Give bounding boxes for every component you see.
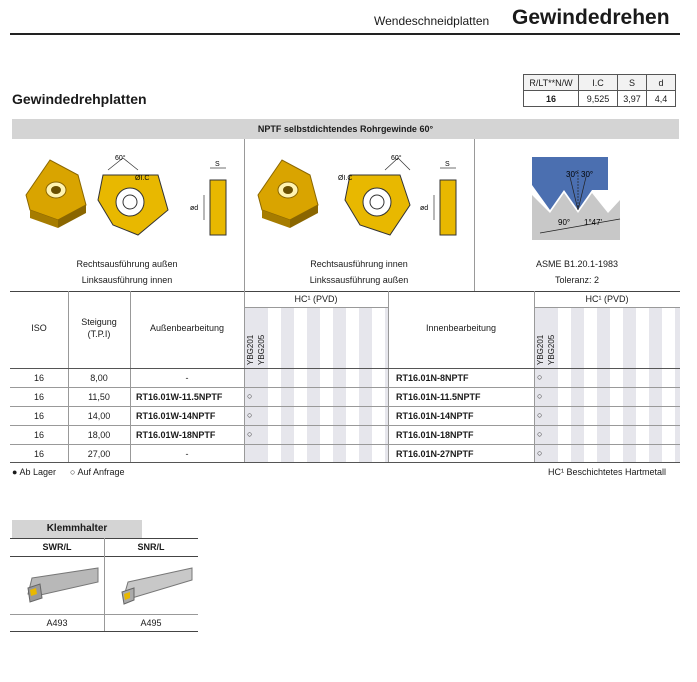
holder-page-ref: A493 bbox=[46, 618, 68, 628]
availability-mark: ○ bbox=[247, 429, 253, 439]
angle-label: 30° bbox=[566, 170, 579, 179]
grade-label: YBG201 bbox=[246, 334, 255, 365]
legend-coated: HC¹ Beschichtetes Hartmetall bbox=[548, 467, 667, 477]
spec-value: 3,97 bbox=[618, 91, 647, 107]
spec-header: d bbox=[647, 75, 676, 91]
col-pitch-header: Steigung bbox=[81, 317, 117, 327]
inner-code-cell: RT16.01N-8NPTF bbox=[396, 373, 469, 383]
col-outer-header: Außenbearbeitung bbox=[149, 323, 225, 333]
grade-columns-bg bbox=[535, 307, 680, 462]
stripe-gap bbox=[584, 307, 597, 462]
grade-label: YBG205 bbox=[547, 334, 556, 365]
divider bbox=[534, 291, 535, 462]
divider bbox=[10, 614, 198, 615]
divider bbox=[10, 387, 680, 388]
tolerance-caption: Toleranz: 2 bbox=[554, 275, 600, 285]
divider bbox=[10, 406, 680, 407]
spec-value: 9,525 bbox=[579, 91, 618, 107]
stripe-gap bbox=[636, 307, 649, 462]
col-pitch-unit: (T.P.I) bbox=[87, 329, 111, 339]
divider bbox=[10, 425, 680, 426]
thread-profile-diagram bbox=[530, 155, 630, 245]
angle-label: 60° bbox=[115, 155, 126, 162]
s-label: S bbox=[215, 161, 220, 168]
legend-stock: ● Ab Lager bbox=[12, 467, 56, 477]
outer-code-cell: RT16.01W-14NPTF bbox=[136, 411, 216, 421]
coating-header: HC¹ (PVD) bbox=[294, 294, 338, 304]
holder-title: Klemmhalter bbox=[12, 520, 142, 538]
divider bbox=[10, 462, 680, 463]
availability-mark: ○ bbox=[247, 410, 253, 420]
outer-code-cell: RT16.01W-18NPTF bbox=[136, 430, 216, 440]
section-title: Gewindedrehplatten bbox=[12, 91, 147, 107]
angle-label: 60° bbox=[391, 155, 402, 162]
holder-swr-image bbox=[14, 560, 100, 610]
pitch-cell: 14,00 bbox=[87, 411, 111, 421]
figure-caption: Linksausführung innen bbox=[81, 275, 173, 285]
coating-header: HC¹ (PVD) bbox=[585, 294, 629, 304]
stripe-gap bbox=[558, 307, 571, 462]
s-label: S bbox=[445, 161, 450, 168]
divider bbox=[244, 307, 388, 308]
angle-label: 1°47' bbox=[584, 218, 603, 227]
divider bbox=[534, 307, 680, 308]
stripe-gap bbox=[662, 307, 675, 462]
col-inner-header: Innenbearbeitung bbox=[425, 323, 497, 333]
stripe-gap bbox=[268, 307, 281, 462]
stripe-gap bbox=[294, 307, 307, 462]
divider bbox=[244, 291, 245, 462]
insert-inner-illustration bbox=[250, 150, 465, 250]
holder-snr-image bbox=[108, 560, 194, 610]
holder-col: SNR/L bbox=[137, 542, 165, 552]
standard-caption: ASME B1.20.1-1983 bbox=[535, 259, 619, 269]
inner-code-cell: RT16.01N-27NPTF bbox=[396, 449, 474, 459]
availability-mark: ○ bbox=[537, 429, 543, 439]
availability-mark: ○ bbox=[537, 391, 543, 401]
pitch-cell: 18,00 bbox=[87, 430, 111, 440]
outer-code-cell: - bbox=[185, 373, 189, 383]
inner-code-cell: RT16.01N-18NPTF bbox=[396, 430, 474, 440]
availability-mark: ○ bbox=[247, 391, 253, 401]
pitch-cell: 8,00 bbox=[90, 373, 108, 383]
availability-mark: ○ bbox=[537, 410, 543, 420]
spec-header: I.C bbox=[579, 75, 618, 91]
divider bbox=[388, 291, 389, 462]
d-label: ød bbox=[420, 205, 429, 212]
holder-col: SWR/L bbox=[42, 542, 72, 552]
inner-code-cell: RT16.01N-14NPTF bbox=[396, 411, 474, 421]
header-subtitle: Wendeschneidplatten bbox=[374, 14, 490, 28]
legend-request: ○ Auf Anfrage bbox=[70, 467, 125, 477]
iso-cell: 16 bbox=[33, 430, 44, 440]
angle-label: 30° bbox=[581, 170, 594, 179]
stripe-gap bbox=[610, 307, 623, 462]
ic-label: ØI.C bbox=[135, 175, 150, 182]
figure-caption: Rechtsausführung außen bbox=[76, 259, 178, 269]
header-rule bbox=[10, 33, 680, 35]
ic-label: ØI.C bbox=[338, 175, 353, 182]
figure-caption: Linkssausführung außen bbox=[309, 275, 409, 285]
grade-label: YBG201 bbox=[536, 334, 545, 365]
stripe-gap bbox=[320, 307, 333, 462]
divider bbox=[10, 444, 680, 445]
iso-cell: 16 bbox=[33, 392, 44, 402]
outer-code-cell: RT16.01W-11.5NPTF bbox=[136, 392, 223, 402]
stripe-gap bbox=[346, 307, 359, 462]
angle-label: 90° bbox=[558, 218, 571, 227]
divider bbox=[10, 368, 680, 369]
d-label: ød bbox=[190, 205, 199, 212]
iso-cell: 16 bbox=[33, 411, 44, 421]
spec-value: 4,4 bbox=[647, 91, 676, 107]
inner-code-cell: RT16.01N-11.5NPTF bbox=[396, 392, 481, 402]
pitch-cell: 11,50 bbox=[88, 392, 110, 402]
iso-cell: 16 bbox=[33, 449, 44, 459]
header-title: Gewindedrehen bbox=[512, 6, 670, 29]
spec-table bbox=[523, 74, 676, 107]
grade-label: YBG205 bbox=[257, 334, 266, 365]
divider bbox=[10, 631, 198, 632]
thread-type-band: NPTF selbstdichtendes Rohrgewinde 60° bbox=[12, 119, 679, 139]
divider bbox=[10, 291, 680, 292]
figure-caption: Rechtsausführung innen bbox=[310, 259, 408, 269]
insert-outer-illustration bbox=[18, 150, 233, 250]
iso-cell: 16 bbox=[33, 373, 44, 383]
spec-value: 16 bbox=[524, 91, 579, 107]
stripe-gap bbox=[372, 307, 385, 462]
availability-mark: ○ bbox=[537, 372, 543, 382]
col-iso-header: ISO bbox=[31, 323, 47, 333]
outer-code-cell: - bbox=[185, 449, 189, 459]
spec-header: R/LT**N/W bbox=[524, 75, 579, 91]
pitch-cell: 27,00 bbox=[87, 449, 111, 459]
grade-columns-bg bbox=[245, 307, 388, 462]
availability-mark: ○ bbox=[537, 448, 543, 458]
holder-page-ref: A495 bbox=[140, 618, 162, 628]
spec-header: S bbox=[618, 75, 647, 91]
